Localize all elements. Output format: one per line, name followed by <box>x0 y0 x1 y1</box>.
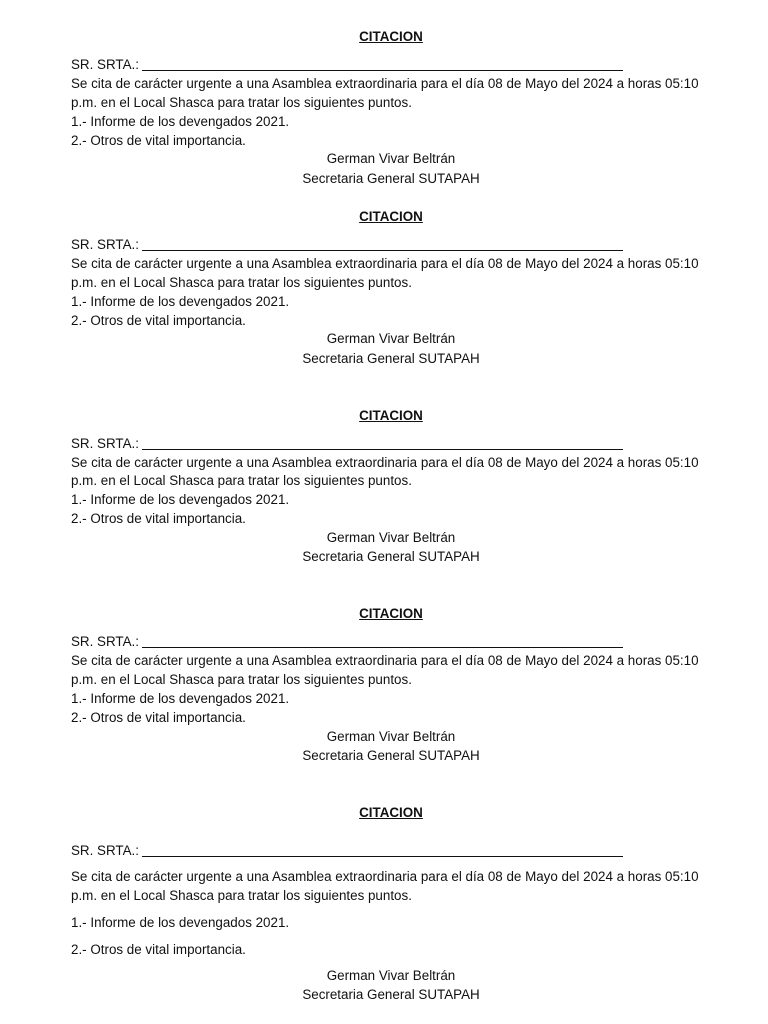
body-line-1: Se cita de carácter urgente a una Asamblea extraordinaria para el día 08 de Mayo del 2024 a horas 05:10 <box>71 256 699 271</box>
agenda-item-1: 1.- Informe de los devengados 2021. <box>71 691 290 706</box>
salutation-line <box>71 56 623 74</box>
signer-name: German Vivar Beltrán <box>326 530 456 545</box>
body-line-2: p.m. en el Local Shasca para tratar los siguientes puntos. <box>71 672 412 687</box>
citation-title: CITACION <box>359 209 423 224</box>
signer-name: German Vivar Beltrán <box>326 151 456 166</box>
citation-title: CITACION <box>359 408 423 423</box>
body-line-2: p.m. en el Local Shasca para tratar los siguientes puntos. <box>71 473 412 488</box>
agenda-item-1: 1.- Informe de los devengados 2021. <box>71 114 290 129</box>
agenda-item-2: 2.- Otros de vital importancia. <box>71 942 246 957</box>
body-line-1: Se cita de carácter urgente a una Asamblea extraordinaria para el día 08 de Mayo del 2024 a horas 05:10 <box>71 76 699 91</box>
signer-title: Secretaria General SUTAPAH <box>302 171 480 186</box>
salutation-line <box>71 842 623 860</box>
signer-name: German Vivar Beltrán <box>326 729 456 744</box>
name-blank-line[interactable] <box>142 70 623 71</box>
agenda-item-2: 2.- Otros de vital importancia. <box>71 133 246 148</box>
citation-title: CITACION <box>359 29 423 44</box>
salutation-line <box>71 633 623 651</box>
salutation-label: SR. SRTA.: <box>71 843 139 858</box>
salutation-label: SR. SRTA.: <box>71 237 139 252</box>
name-blank-line[interactable] <box>142 856 623 857</box>
salutation-label: SR. SRTA.: <box>71 634 139 649</box>
body-line-2: p.m. en el Local Shasca para tratar los siguientes puntos. <box>71 888 412 903</box>
agenda-item-1: 1.- Informe de los devengados 2021. <box>71 492 290 507</box>
name-blank-line[interactable] <box>142 647 623 648</box>
salutation-line <box>71 435 623 453</box>
agenda-item-2: 2.- Otros de vital importancia. <box>71 313 246 328</box>
body-line-2: p.m. en el Local Shasca para tratar los siguientes puntos. <box>71 95 412 110</box>
signer-name: German Vivar Beltrán <box>326 968 456 983</box>
agenda-item-2: 2.- Otros de vital importancia. <box>71 511 246 526</box>
signer-title: Secretaria General SUTAPAH <box>302 987 480 1002</box>
signer-name: German Vivar Beltrán <box>326 331 456 346</box>
citation-title: CITACION <box>359 805 423 820</box>
signer-title: Secretaria General SUTAPAH <box>302 549 480 564</box>
signer-title: Secretaria General SUTAPAH <box>302 351 480 366</box>
body-line-1: Se cita de carácter urgente a una Asamblea extraordinaria para el día 08 de Mayo del 2024 a horas 05:10 <box>71 653 699 668</box>
signer-title: Secretaria General SUTAPAH <box>302 748 480 763</box>
agenda-item-1: 1.- Informe de los devengados 2021. <box>71 915 290 930</box>
name-blank-line[interactable] <box>142 449 623 450</box>
citation-title: CITACION <box>359 606 423 621</box>
agenda-item-2: 2.- Otros de vital importancia. <box>71 710 246 725</box>
salutation-label: SR. SRTA.: <box>71 57 139 72</box>
name-blank-line[interactable] <box>142 250 623 251</box>
body-line-1: Se cita de carácter urgente a una Asamblea extraordinaria para el día 08 de Mayo del 2024 a horas 05:10 <box>71 869 699 884</box>
salutation-label: SR. SRTA.: <box>71 436 139 451</box>
agenda-item-1: 1.- Informe de los devengados 2021. <box>71 294 290 309</box>
body-line-1: Se cita de carácter urgente a una Asamblea extraordinaria para el día 08 de Mayo del 2024 a horas 05:10 <box>71 455 699 470</box>
body-line-2: p.m. en el Local Shasca para tratar los siguientes puntos. <box>71 275 412 290</box>
salutation-line <box>71 236 623 254</box>
